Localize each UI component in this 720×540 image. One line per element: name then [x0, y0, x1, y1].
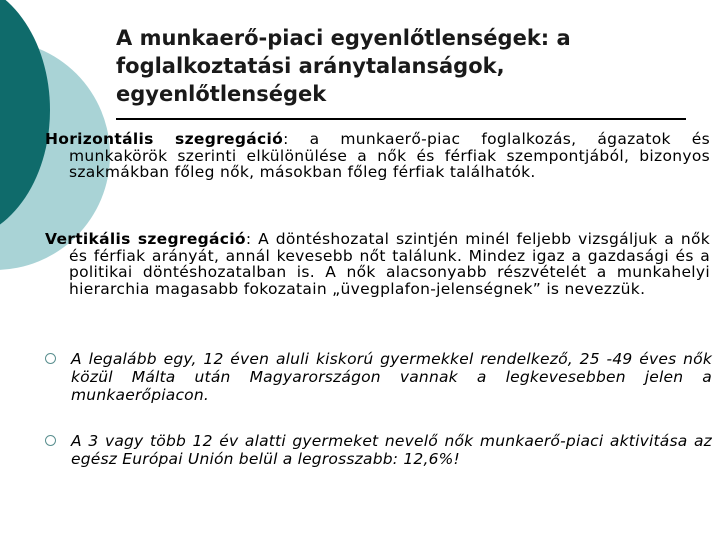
paragraph-horizontal-segregation: [45, 131, 710, 181]
paragraph-term: Vertikális szegregáció: [45, 230, 246, 248]
paragraph-term: Horizontális szegregáció: [45, 130, 284, 148]
title-underline: [116, 118, 686, 120]
paragraph-text: : A döntéshozatal szintjén minél feljebb vizsgáljuk a nők és férfiak arányát, annál kevesebb nőt találunk. Mindez igaz a gazdasági és a politikai döntéshozatalban is. A nők alacsonyabb részvételét a munkahelyi hierarchia magasabb fokozatain „üvegplafon-jelenségnek” is nevezzük.: [69, 230, 711, 298]
bullet-circle-icon: [45, 435, 56, 446]
bullet-text: A 3 vagy több 12 év alatti gyermeket nevelő nők munkaerő-piaci aktivitása az egész Európai Unión belül a legrosszabb: 12,6%!: [71, 432, 712, 468]
bullet-item: [45, 432, 712, 468]
bullet-item: [45, 350, 712, 404]
paragraph-text: : a munkaerő-piac foglalkozás, ágazatok és munkakörök szerinti elkülönülése a nők és férfiak szempontjából, bizonyos szakmákban főleg nők, másokban főleg férfiak találhatók.: [69, 130, 710, 181]
slide-title: A munkaerő-piaci egyenlőtlenségek: a foglalkoztatási aránytalanságok, egyenlőtlenségek: [116, 26, 571, 106]
paragraph-vertical-segregation: [45, 231, 710, 297]
bullet-circle-icon: [45, 353, 56, 364]
bullet-text: A legalább egy, 12 éven aluli kiskorú gyermekkel rendelkező, 25 -49 éves nők közül Málta után Magyarországon vannak a legkevesebben jelen a munkaerőpiacon.: [71, 350, 712, 404]
